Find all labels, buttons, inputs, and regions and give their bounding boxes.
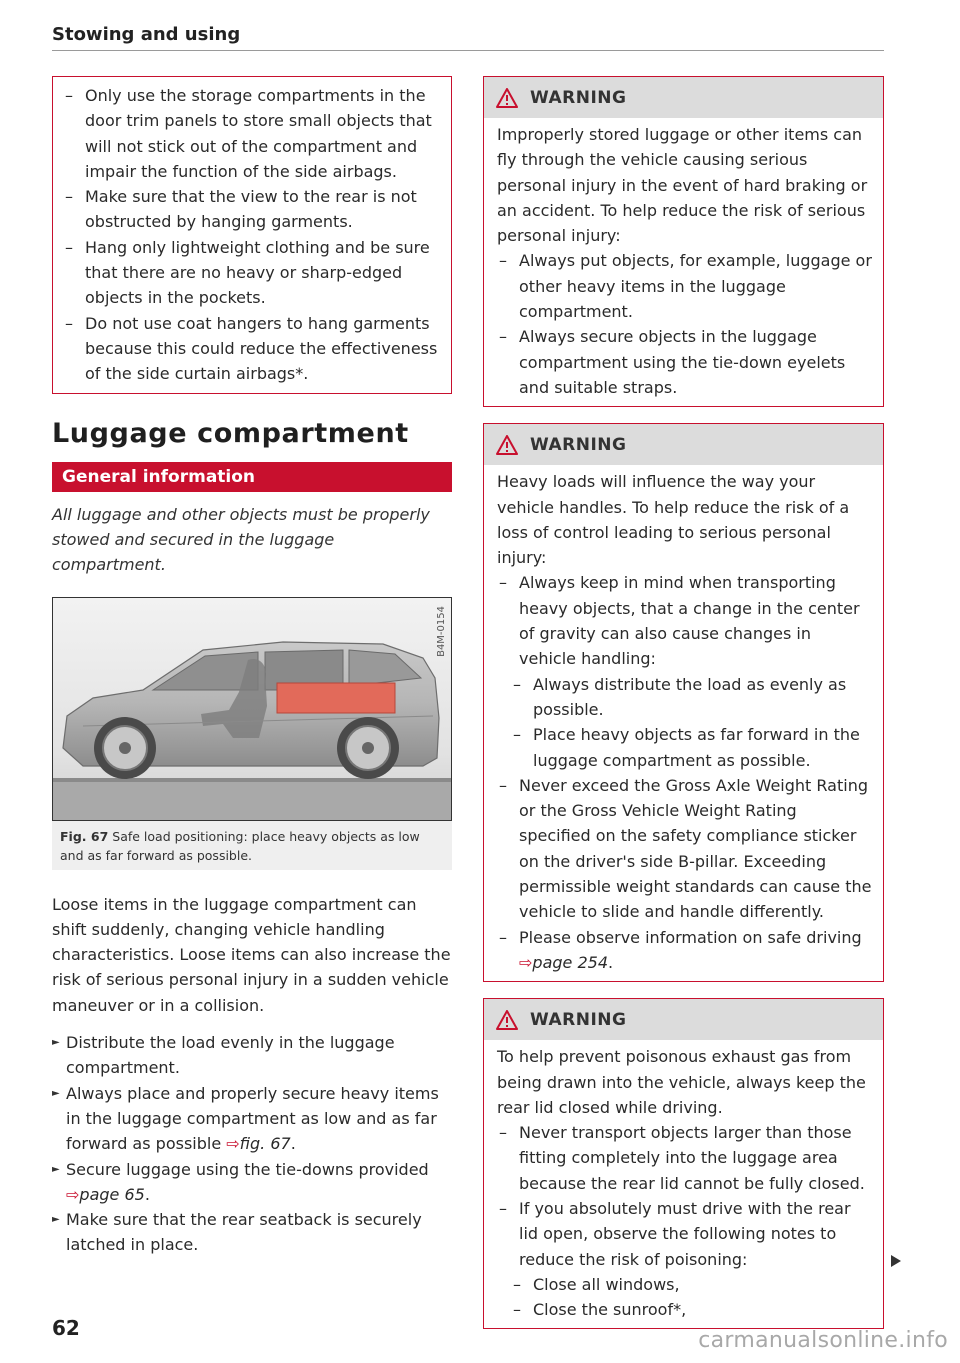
subsection-heading: General information — [52, 462, 452, 492]
warning-item: – Always put objects, for example, luggage or other heavy items in the luggage compartment. — [497, 248, 873, 324]
instruction-list — [52, 1030, 452, 1258]
garment-note-box — [52, 76, 452, 394]
warning-body — [484, 465, 883, 981]
intro-text: All luggage and other objects must be properly stowed and secured in the luggage compartment. — [52, 504, 430, 574]
instruction-item: ► Distribute the load evenly in the luggage compartment. — [52, 1030, 452, 1081]
xref-arrow-icon: ⇨ — [66, 1184, 80, 1204]
page-link[interactable]: page 254 — [532, 952, 608, 972]
warning-subitem: – Always distribute the load as evenly as possible. — [511, 672, 873, 723]
car-illustration-svg — [53, 598, 451, 820]
right-column — [483, 76, 884, 1329]
figure-link[interactable]: fig. 67 — [239, 1134, 291, 1154]
warning-subitem: – Close the sunroof*, — [511, 1297, 873, 1322]
note-item: – Do not use coat hangers to hang garments because this could reduce the effectiveness of the side curtain airbags*. — [63, 311, 440, 387]
warning-item: – Never transport objects larger than those fitting completely into the luggage area because the rear lid cannot be fully closed. — [497, 1120, 873, 1196]
note-item: – Hang only lightweight clothing and be sure that there are no heavy or sharp-edged objects in the pockets. — [63, 235, 440, 311]
warning-item: – Never exceed the Gross Axle Weight Rating or the Gross Vehicle Weight Rating specified on the safety compliance sticker on the driver's side B-pillar. Exceeding permissible weight standards can cause the vehicle to slide and handle differently. — [497, 773, 873, 925]
left-column — [52, 76, 452, 1258]
warning-triangle-icon — [496, 88, 518, 108]
warning-item: – Always keep in mind when transporting heavy objects, that a change in the center of gravity can also cause changes in vehicle handling: — [497, 570, 873, 671]
warning-header — [484, 77, 883, 118]
instruction-item: ► Secure luggage using the tie-downs provided ⇨page 65. — [52, 1157, 452, 1208]
warning-box — [483, 423, 884, 982]
warning-title: WARNING — [530, 87, 627, 108]
header-divider — [52, 50, 884, 51]
warning-header — [484, 999, 883, 1040]
warning-box — [483, 76, 884, 407]
warning-triangle-icon — [496, 1010, 518, 1030]
instruction-text: Always place and properly secure heavy items in the luggage compartment as low and as far forward as possible — [66, 1083, 439, 1154]
instruction-text: Secure luggage using the tie-downs provided — [66, 1159, 429, 1179]
note-item: – Only use the storage compartments in the door trim panels to store small objects that will not stick out of the compartment and impair the function of the side airbags. — [63, 83, 440, 184]
instruction-item: ► Always place and properly secure heavy items in the luggage compartment as low and as far forward as possible ⇨fig. 67. — [52, 1081, 452, 1157]
warning-intro: To help prevent poisonous exhaust gas from being drawn into the vehicle, always keep the rear lid closed while driving. — [497, 1047, 866, 1117]
caption-text: Safe load positioning: place heavy objects as low and as far forward as possible. — [60, 828, 420, 863]
xref-arrow-icon: ⇨ — [226, 1134, 240, 1154]
figure-code: B4M-0154 — [436, 605, 447, 657]
warning-box — [483, 998, 884, 1329]
warning-intro: Heavy loads will influence the way your vehicle handles. To help reduce the risk of a loss of control leading to serious personal injury: — [497, 472, 850, 568]
car-load-illustration — [52, 597, 452, 821]
warning-item: – Please observe information on safe driving ⇨page 254. — [497, 925, 873, 976]
warning-title: WARNING — [530, 1009, 627, 1030]
page-number: 62 — [52, 1316, 80, 1340]
page-link[interactable]: page 65 — [79, 1184, 145, 1204]
warning-body — [484, 1040, 883, 1328]
warning-subitem: – Place heavy objects as far forward in the luggage compartment as possible. — [511, 722, 873, 773]
xref-arrow-icon: ⇨ — [519, 952, 533, 972]
continued-arrow-icon — [891, 1255, 901, 1267]
figure-caption — [52, 821, 452, 870]
section-title: Luggage compartment — [52, 417, 409, 449]
caption-label: Fig. 67 — [60, 828, 109, 844]
warning-body — [484, 118, 883, 406]
warning-subitem: – Close all windows, — [511, 1272, 873, 1297]
warning-item: – If you absolutely must drive with the rear lid open, observe the following notes to reduce the risk of poisoning: — [497, 1196, 873, 1272]
body-paragraph: Loose items in the luggage compartment can shift suddenly, changing vehicle handling characteristics. Loose items can also increase the risk of serious personal injury in a sudden vehicle maneuver or in a collision. — [52, 894, 451, 1015]
section-header: Stowing and using — [52, 24, 241, 45]
warning-item: – Always secure objects in the luggage compartment using the tie-down eyelets and suitable straps. — [497, 324, 873, 400]
figure-67 — [52, 597, 452, 870]
instruction-item: ► Make sure that the rear seatback is securely latched in place. — [52, 1207, 452, 1258]
warning-triangle-icon — [496, 435, 518, 455]
warning-item-text: Please observe information on safe driving — [519, 927, 862, 947]
warning-title: WARNING — [530, 434, 627, 455]
watermark: carmanualsonline.info — [698, 1328, 948, 1353]
note-item: – Make sure that the view to the rear is not obstructed by hanging garments. — [63, 184, 440, 235]
warning-intro: Improperly stored luggage or other items can fly through the vehicle causing serious personal injury in the event of hard braking or an accident. To help reduce the risk of serious personal injury: — [497, 125, 868, 246]
warning-header — [484, 424, 883, 465]
